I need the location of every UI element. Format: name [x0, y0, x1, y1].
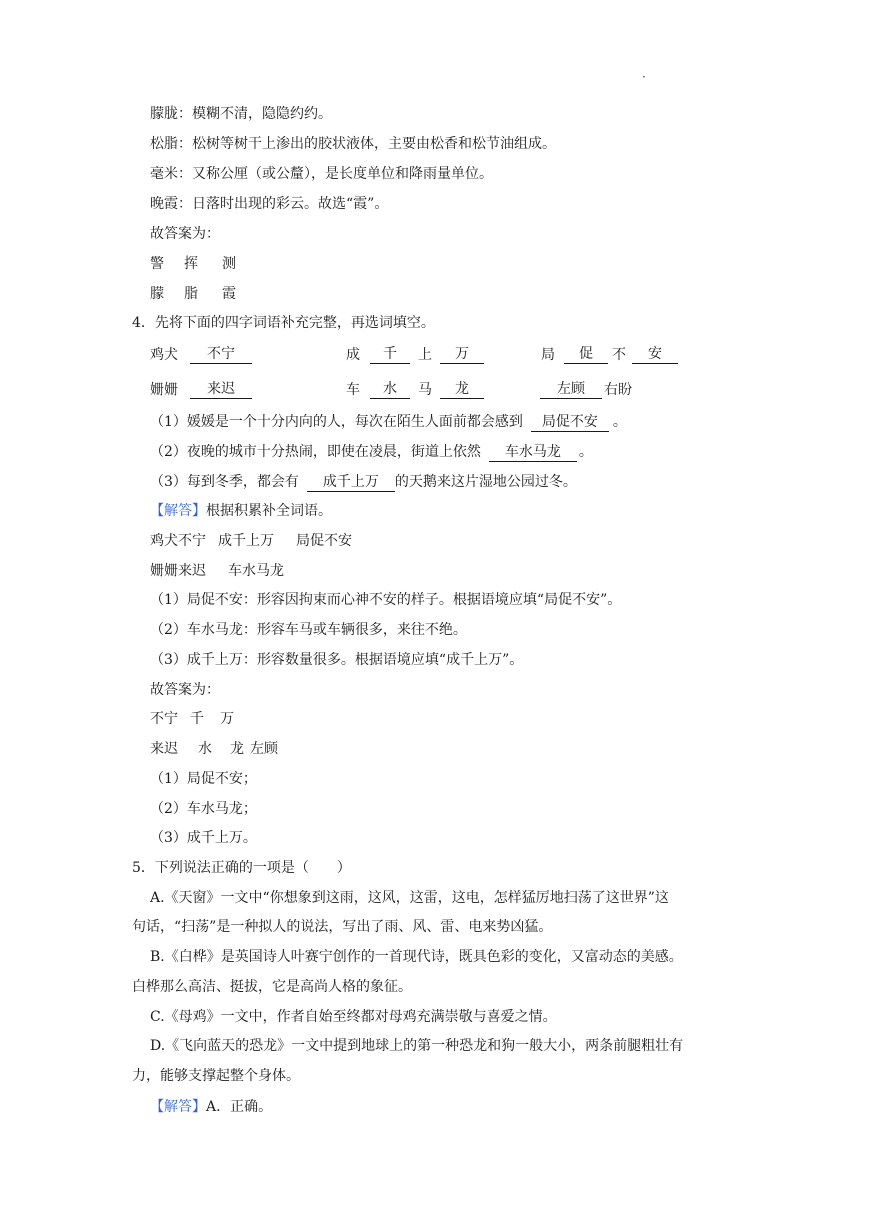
option-b-line-1: B.《白桦》是英国诗人叶赛宁创作的一首现代诗，既具色彩的变化，又富动态的美感。	[150, 949, 683, 965]
explanation-3: （3）成千上万：形容数量很多。根据语境应填“成千上万”。	[150, 652, 524, 668]
q4-jieda	[150, 501, 332, 521]
option-d-line-2: 力，能够支撑起整个身体。	[132, 1068, 300, 1084]
word: 车水马龙	[228, 563, 284, 579]
answer-char: 脂	[184, 286, 198, 302]
explanation-menglong: 朦胧：模糊不清，隐隐约约。	[150, 106, 332, 122]
idiom-char: 成	[346, 347, 360, 363]
idiom-row-2	[0, 380, 869, 400]
sentence-3	[150, 472, 577, 492]
option-b-line-2: 白桦那么高洁、挺拔，它是高尚人格的象征。	[132, 979, 412, 995]
words-line-2	[150, 561, 410, 581]
sentence-1	[150, 412, 627, 432]
answer-word: 左顾	[250, 741, 278, 757]
sentence-text: （2）夜晚的城市十分热闹，即使在凌晨，街道上依然	[150, 444, 481, 460]
sentence-text: 。	[612, 414, 627, 430]
answer-word: 万	[220, 711, 234, 727]
sentence-blank: 车水马龙	[489, 443, 577, 462]
idiom-blank: 促	[564, 345, 608, 364]
word: 鸡犬不宁	[150, 533, 206, 549]
sentence-text: 的天鹅来这片湿地公园过冬。	[394, 474, 577, 490]
answer-char: 朦	[150, 286, 164, 302]
explanation-wanxia: 晚霞：日落时出现的彩云。故选“霞”。	[150, 196, 389, 212]
option-a-line-1: A.《天窗》一文中“你想象到这雨，这风，这雷，这电，怎样猛厉地扫荡了这世界”这	[150, 890, 669, 906]
word: 姗姗来迟	[150, 563, 206, 579]
question-5-stem: 5．下列说法正确的一项是（ ）	[132, 860, 351, 876]
word: 成千上万	[218, 533, 274, 549]
idiom-blank: 安	[632, 345, 678, 364]
answer-char: 测	[222, 256, 236, 272]
answer-label: 故答案为：	[150, 682, 220, 698]
answer-word: 千	[190, 711, 204, 727]
idiom-blank: 水	[370, 380, 410, 399]
answer-word: 龙	[230, 741, 244, 757]
idiom-prefix: 鸡犬	[150, 347, 178, 363]
idiom-char: 局	[541, 347, 555, 363]
explanation-songzhi: 松脂：松树等树干上渗出的胶状液体，主要由松香和松节油组成。	[150, 136, 556, 152]
idiom-blank: 龙	[440, 380, 484, 399]
idiom-char: 马	[418, 382, 432, 398]
idiom-char: 不	[612, 347, 626, 363]
option-c-line-1: C.《母鸡》一文中，作者自始至终都对母鸡充满崇敬与喜爱之情。	[150, 1009, 557, 1025]
explanation-2: （2）车水马龙：形容车马或车辆很多，来往不绝。	[150, 622, 467, 638]
q5-jieda	[150, 1097, 272, 1117]
idiom-char: 上	[418, 347, 432, 363]
explanation-haomi: 毫米：又称公厘（或公釐），是长度单位和降雨量单位。	[150, 166, 493, 182]
answer-char: 警	[150, 256, 164, 272]
idiom-row-1	[0, 345, 869, 365]
jieda-text: A．正确。	[206, 1099, 273, 1115]
answer-char: 霞	[222, 286, 236, 302]
answer-line-2	[150, 739, 350, 759]
answer-word: 不宁	[150, 711, 178, 727]
answer-line-1	[150, 709, 350, 729]
answer-sentence-1: （1）局促不安；	[150, 771, 257, 787]
sentence-text: （1）媛媛是一个十分内向的人，每次在陌生人面前都会感到	[150, 414, 523, 430]
option-d-line-1: D.《飞向蓝天的恐龙》一文中提到地球上的第一种恐龙和狗一般大小，两条前腿粗壮有	[150, 1038, 684, 1054]
answer-label: 故答案为：	[150, 226, 220, 242]
idiom-blank: 千	[370, 345, 410, 364]
answer-char: 挥	[184, 256, 198, 272]
idiom-blank: 左顾	[540, 380, 602, 399]
idiom-prefix: 姗姗	[150, 382, 178, 398]
jieda-tag: 【解答】	[150, 503, 206, 519]
answer-sentence-3: （3）成千上万。	[150, 830, 257, 846]
answer-word: 水	[198, 741, 212, 757]
words-line-1	[150, 531, 410, 551]
idiom-char: 车	[346, 382, 360, 398]
sentence-2	[150, 442, 593, 462]
answer-sentence-2: （2）车水马龙；	[150, 801, 257, 817]
idiom-blank: 万	[440, 345, 484, 364]
sentence-text: 。	[578, 444, 593, 460]
jieda-text: 根据积累补全词语。	[206, 503, 332, 519]
question-4-stem: 4．先将下面的四字词语补充完整，再选词填空。	[132, 315, 435, 331]
idiom-suffix: 右盼	[604, 382, 632, 398]
explanation-1: （1）局促不安：形容因拘束而心神不安的样子。根据语境应填“局促不安”。	[150, 592, 622, 608]
sentence-blank: 局促不安	[531, 413, 609, 432]
answer-word: 来迟	[150, 741, 178, 757]
idiom-blank: 来迟	[190, 380, 252, 399]
sentence-blank: 成千上万	[307, 473, 395, 492]
option-a-line-2: 句话，“扫荡”是一种拟人的说法，写出了雨、风、雷、电来势凶猛。	[132, 919, 553, 935]
idiom-blank: 不宁	[190, 345, 252, 364]
word: 局促不安	[296, 533, 352, 549]
jieda-tag: 【解答】	[150, 1099, 206, 1115]
sentence-text: （3）每到冬季，都会有	[150, 474, 299, 490]
header-dot: ·	[642, 70, 646, 84]
